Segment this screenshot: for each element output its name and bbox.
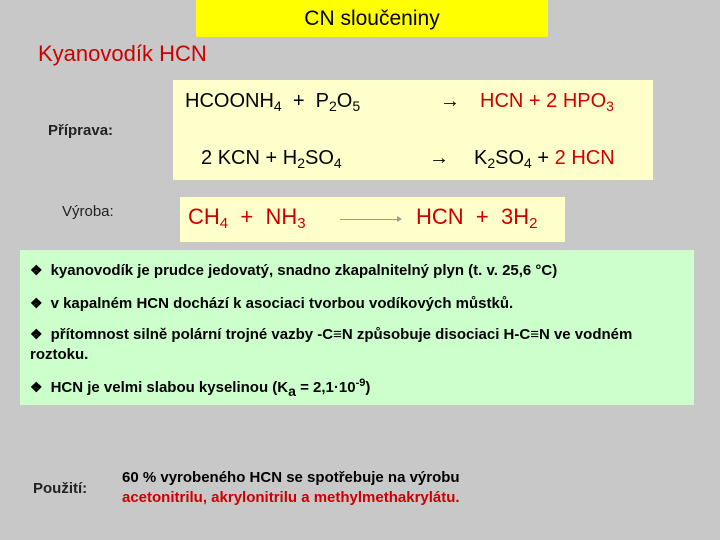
page-title: CN sloučeniny — [304, 6, 440, 30]
preparation-label: Příprava: — [48, 122, 114, 139]
usage-text — [122, 468, 562, 508]
facts-box — [20, 250, 694, 405]
fact-item: ❖ kyanovodík je prudce jedovatý, snadno zkapalnitelný plyn (t. v. 25,6 °C) — [30, 262, 558, 279]
right-arrow-icon: → — [429, 147, 449, 169]
diamond-bullet-icon: ❖ — [30, 295, 43, 311]
eq1-products: HCN + 2 $HPO_3$ — [480, 90, 614, 114]
eq1-reactant-2: $P_2O_5$ — [315, 90, 361, 114]
eq2-products: $K_2SO_4 + 2$ HCN — [474, 147, 615, 171]
fact-item: ❖ v kapalném HCN dochází k asociaci tvorbou vodíkových můstků. — [30, 295, 514, 312]
vyroba-products: HCN + $3H_2$ — [416, 204, 538, 232]
right-arrow-icon: → — [440, 90, 460, 112]
eq1-plus: + — [292, 90, 305, 112]
eq2-reactants: 2 KCN + $H_2SO_4$ — [201, 147, 342, 171]
vyroba-reactants: $CH_4 + NH_3$ — [188, 204, 306, 232]
usage-line-2: acetonitrilu, akrylonitrilu a methylmethakrylátu. — [122, 489, 460, 506]
fact-item: ❖ HCN je velmi slabou kyselinou $(K_a = 2,1\cdot 10^{-9})$ — [30, 377, 371, 399]
usage-line-1: 60 % vyrobeného HCN se spotřebuje na výrobu — [122, 469, 460, 486]
right-arrow-icon — [340, 219, 400, 220]
equation-1 — [185, 90, 614, 114]
subtitle: Kyanovodík HCN — [38, 41, 207, 66]
eq1-reactant-1: $HCOONH_4$ — [185, 90, 282, 114]
equation-2 — [201, 147, 615, 171]
production-equation-box — [180, 197, 565, 242]
preparation-equations-box — [173, 80, 653, 180]
diamond-bullet-icon: ❖ — [30, 379, 43, 395]
production-label: Výroba: — [62, 203, 114, 220]
diamond-bullet-icon: ❖ — [30, 326, 43, 342]
diamond-bullet-icon: ❖ — [30, 262, 43, 278]
fact-item: ❖ přítomnost silně polární trojné vazby -C≡N způsobuje disociaci H-C≡N ve vodném roztoku. — [30, 326, 633, 363]
title-box — [196, 0, 548, 37]
usage-label: Použití: — [33, 480, 88, 497]
